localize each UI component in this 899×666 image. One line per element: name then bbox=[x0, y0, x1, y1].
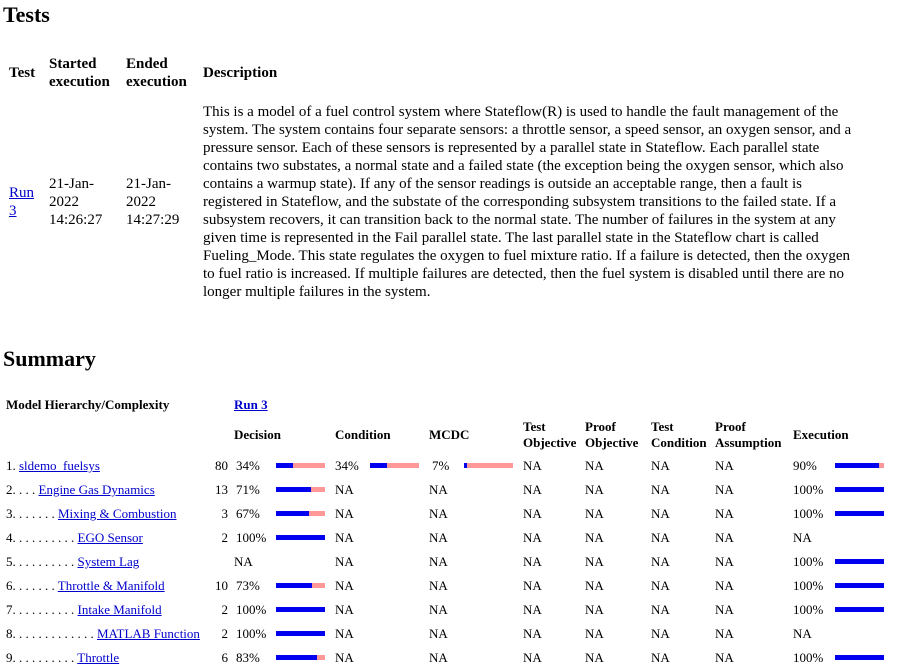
complexity-value: 2 bbox=[221, 530, 228, 545]
mcdc-value: 7% bbox=[432, 458, 450, 473]
decision-bar bbox=[276, 463, 325, 468]
test-objective-value: NA bbox=[523, 530, 542, 545]
complexity-value: 13 bbox=[215, 482, 228, 497]
decision-bar-fill bbox=[276, 655, 317, 660]
mcdc-bar-fill bbox=[464, 463, 467, 468]
test-column-header: Test bbox=[9, 65, 36, 81]
test-condition-column-header: Test Condition bbox=[651, 419, 707, 450]
complexity-value: 2 bbox=[221, 602, 228, 617]
started-column-header: Started execution bbox=[49, 56, 110, 90]
proof-assumption-value: NA bbox=[715, 602, 734, 617]
decision-bar bbox=[276, 655, 325, 660]
proof-assumption-value: NA bbox=[715, 482, 734, 497]
execution-bar bbox=[835, 583, 884, 588]
execution-column-header: Execution bbox=[793, 427, 849, 442]
execution-bar bbox=[835, 559, 884, 564]
tests-heading: Tests bbox=[3, 2, 50, 27]
execution-value: 90% bbox=[793, 458, 817, 473]
row-prefix: 9. . . . . . . . . . bbox=[6, 650, 78, 665]
decision-value: 100% bbox=[236, 602, 267, 617]
execution-bar-fill bbox=[835, 559, 884, 564]
model-hierarchy-item bbox=[6, 578, 165, 594]
proof-assumption-value: NA bbox=[715, 554, 734, 569]
description-cell: This is a model of a fuel control system where Stateflow(R) is used to handle the fault management of the system. The system contains four separate sensors: a throttle sensor, a speed sensor, an oxygen sensor, and a pressure sensor. Each of these sensors is represented by a parallel state in Stateflow. Each parallel state contains two substates, a normal state and a failed state (the exception being the oxygen sensor, which also contains a warmup state). If any of the sensor readings is outside an acceptable range, then a fault is registered in Stateflow, and the substate of the corresponding subsystem transitions to the failed state. If a subsystem recovers, it can transition back to the normal state. The number of failures in the system at any given time is represented in the Fail parallel state. The last parallel state in the Stateflow chart is called Fueling_Mode. This state regulates the oxygen to fuel mixture ratio. If a failure is detected, then the oxygen to fuel ratio is increased. If multiple failures are detected, then the fuel system is disabled until there are no longer multiple failures in the system. bbox=[203, 104, 852, 300]
execution-bar bbox=[835, 463, 884, 468]
execution-value: NA bbox=[793, 530, 812, 545]
decision-bar bbox=[276, 535, 325, 540]
model-link[interactable]: Mixing & Combustion bbox=[58, 506, 177, 521]
condition-value: NA bbox=[335, 626, 354, 641]
ended-cell: 21-Jan- 2022 14:27:29 bbox=[126, 176, 180, 228]
proof-objective-value: NA bbox=[585, 554, 604, 569]
proof-assumption-column-header: Proof Assumption bbox=[715, 419, 782, 450]
decision-bar bbox=[276, 511, 325, 516]
proof-objective-value: NA bbox=[585, 578, 604, 593]
test-objective-value: NA bbox=[523, 458, 542, 473]
execution-value: 100% bbox=[793, 578, 824, 593]
test-condition-value: NA bbox=[651, 554, 670, 569]
decision-bar bbox=[276, 583, 325, 588]
proof-objective-value: NA bbox=[585, 650, 604, 665]
execution-bar bbox=[835, 655, 884, 660]
condition-bar-fill bbox=[370, 463, 387, 468]
complexity-value: 10 bbox=[215, 578, 228, 593]
test-condition-value: NA bbox=[651, 626, 670, 641]
execution-bar bbox=[835, 487, 884, 492]
execution-value: NA bbox=[793, 626, 812, 641]
execution-bar-fill bbox=[835, 463, 879, 468]
complexity-value: 6 bbox=[221, 650, 228, 665]
decision-bar-fill bbox=[276, 631, 325, 636]
test-objective-value: NA bbox=[523, 626, 542, 641]
model-hierarchy-item bbox=[6, 482, 155, 498]
execution-value: 100% bbox=[793, 506, 824, 521]
decision-value: NA bbox=[234, 554, 253, 569]
execution-bar-fill bbox=[835, 583, 884, 588]
execution-bar bbox=[835, 607, 884, 612]
execution-value: 100% bbox=[793, 482, 824, 497]
test-objective-value: NA bbox=[523, 482, 542, 497]
ended-column-header: Ended execution bbox=[126, 56, 187, 90]
test-objective-value: NA bbox=[523, 650, 542, 665]
complexity-value: 3 bbox=[221, 506, 228, 521]
test-objective-value: NA bbox=[523, 554, 542, 569]
mcdc-bar bbox=[464, 463, 513, 468]
decision-bar-fill bbox=[276, 535, 325, 540]
test-objective-column-header: Test Objective bbox=[523, 419, 577, 450]
proof-objective-value: NA bbox=[585, 506, 604, 521]
mcdc-value: NA bbox=[429, 578, 448, 593]
started-cell: 21-Jan- 2022 14:26:27 bbox=[49, 176, 103, 228]
model-link[interactable]: EGO Sensor bbox=[77, 530, 143, 545]
row-prefix: 2. . . . bbox=[6, 482, 39, 497]
condition-column-header: Condition bbox=[335, 427, 391, 442]
condition-value: NA bbox=[335, 506, 354, 521]
model-link[interactable]: System Lag bbox=[77, 554, 140, 569]
execution-value: 100% bbox=[793, 554, 824, 569]
proof-assumption-value: NA bbox=[715, 650, 734, 665]
decision-bar-fill bbox=[276, 487, 311, 492]
row-prefix: 6. . . . . . . bbox=[6, 578, 58, 593]
proof-objective-value: NA bbox=[585, 626, 604, 641]
row-prefix: 4. . . . . . . . . . bbox=[6, 530, 78, 545]
execution-bar bbox=[835, 511, 884, 516]
mcdc-value: NA bbox=[429, 530, 448, 545]
test-condition-value: NA bbox=[651, 530, 670, 545]
mcdc-value: NA bbox=[429, 626, 448, 641]
proof-assumption-value: NA bbox=[715, 458, 734, 473]
test-condition-value: NA bbox=[651, 506, 670, 521]
decision-bar-fill bbox=[276, 463, 293, 468]
test-objective-value: NA bbox=[523, 602, 542, 617]
decision-bar-fill bbox=[276, 607, 325, 612]
decision-bar-fill bbox=[276, 511, 309, 516]
proof-assumption-value: NA bbox=[715, 578, 734, 593]
condition-value: NA bbox=[335, 554, 354, 569]
model-hierarchy-item bbox=[6, 626, 200, 642]
row-prefix: 3. . . . . . . bbox=[6, 506, 58, 521]
proof-assumption-value: NA bbox=[715, 626, 734, 641]
test-objective-value: NA bbox=[523, 506, 542, 521]
decision-value: 34% bbox=[236, 458, 260, 473]
mcdc-value: NA bbox=[429, 482, 448, 497]
model-link[interactable]: Throttle bbox=[77, 650, 120, 665]
decision-bar bbox=[276, 631, 325, 636]
decision-bar bbox=[276, 607, 325, 612]
model-hierarchy-item bbox=[6, 506, 176, 522]
condition-value: NA bbox=[335, 578, 354, 593]
condition-value: NA bbox=[335, 650, 354, 665]
condition-bar bbox=[370, 463, 419, 468]
condition-value: NA bbox=[335, 530, 354, 545]
execution-bar-fill bbox=[835, 511, 884, 516]
run-3-link[interactable]: Run 3 bbox=[234, 397, 268, 412]
decision-value: 100% bbox=[236, 626, 267, 641]
decision-bar-fill bbox=[276, 583, 312, 588]
model-link[interactable]: Intake Manifold bbox=[77, 602, 162, 617]
model-hierarchy-item bbox=[6, 554, 139, 570]
mcdc-value: NA bbox=[429, 602, 448, 617]
mcdc-column-header: MCDC bbox=[429, 427, 470, 442]
decision-value: 83% bbox=[236, 650, 260, 665]
row-prefix: 8. . . . . . . . . . . . . bbox=[6, 626, 97, 641]
execution-bar-fill bbox=[835, 487, 884, 492]
row-prefix: 5. . . . . . . . . . bbox=[6, 554, 78, 569]
run-link[interactable]: Run 3 bbox=[9, 185, 35, 219]
execution-value: 100% bbox=[793, 602, 824, 617]
condition-value: 34% bbox=[335, 458, 359, 473]
decision-column-header: Decision bbox=[234, 427, 281, 442]
test-condition-value: NA bbox=[651, 650, 670, 665]
model-hierarchy-item bbox=[6, 530, 143, 546]
model-hierarchy-item bbox=[6, 602, 162, 618]
proof-objective-value: NA bbox=[585, 602, 604, 617]
execution-value: 100% bbox=[793, 650, 824, 665]
complexity-value: 2 bbox=[221, 626, 228, 641]
proof-assumption-value: NA bbox=[715, 530, 734, 545]
hierarchy-column-header: Model Hierarchy/Complexity bbox=[6, 397, 170, 412]
mcdc-value: NA bbox=[429, 506, 448, 521]
complexity-value: 80 bbox=[215, 458, 228, 473]
test-condition-value: NA bbox=[651, 482, 670, 497]
decision-value: 71% bbox=[236, 482, 260, 497]
proof-objective-value: NA bbox=[585, 530, 604, 545]
proof-objective-value: NA bbox=[585, 458, 604, 473]
model-link[interactable]: MATLAB Function bbox=[97, 626, 200, 641]
execution-bar-fill bbox=[835, 607, 884, 612]
description-column-header: Description bbox=[203, 65, 278, 81]
model-link[interactable]: sldemo_fuelsys bbox=[19, 458, 100, 473]
execution-bar-fill bbox=[835, 655, 884, 660]
model-hierarchy-item bbox=[6, 650, 119, 666]
condition-value: NA bbox=[335, 482, 354, 497]
model-link[interactable]: Throttle & Manifold bbox=[57, 578, 165, 593]
row-prefix: 1. bbox=[6, 458, 19, 473]
row-prefix: 7. . . . . . . . . . bbox=[6, 602, 78, 617]
mcdc-value: NA bbox=[429, 554, 448, 569]
decision-value: 67% bbox=[236, 506, 260, 521]
proof-assumption-value: NA bbox=[715, 506, 734, 521]
model-hierarchy-item bbox=[6, 458, 100, 474]
test-condition-value: NA bbox=[651, 602, 670, 617]
decision-value: 73% bbox=[236, 578, 260, 593]
test-objective-value: NA bbox=[523, 578, 542, 593]
summary-heading: Summary bbox=[3, 346, 96, 371]
proof-objective-column-header: Proof Objective bbox=[585, 419, 639, 450]
model-link[interactable]: Engine Gas Dynamics bbox=[38, 482, 155, 497]
condition-value: NA bbox=[335, 602, 354, 617]
proof-objective-value: NA bbox=[585, 482, 604, 497]
mcdc-value: NA bbox=[429, 650, 448, 665]
decision-value: 100% bbox=[236, 530, 267, 545]
decision-bar bbox=[276, 487, 325, 492]
test-condition-value: NA bbox=[651, 578, 670, 593]
test-condition-value: NA bbox=[651, 458, 670, 473]
